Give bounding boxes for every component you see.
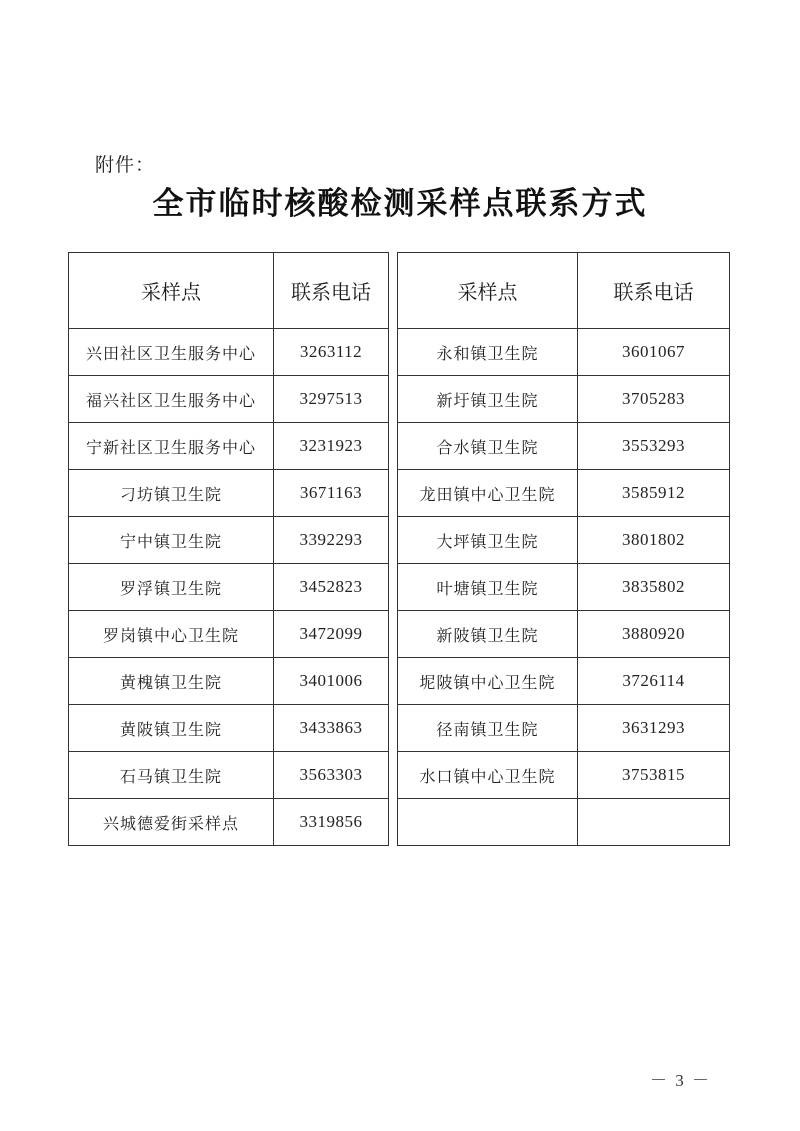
site-name: 坭陂镇中心卫生院 <box>398 658 578 705</box>
table-row <box>398 564 730 611</box>
table-row <box>398 517 730 564</box>
phone-number: 3392293 <box>274 517 389 564</box>
phone-number <box>578 799 730 846</box>
site-name: 龙田镇中心卫生院 <box>398 470 578 517</box>
header-phone: 联系电话 <box>578 253 730 329</box>
table-row-empty <box>398 799 730 846</box>
site-name: 兴田社区卫生服务中心 <box>69 329 274 376</box>
phone-number: 3835802 <box>578 564 730 611</box>
table-row <box>398 329 730 376</box>
header-site: 采样点 <box>398 253 578 329</box>
header-site: 采样点 <box>69 253 274 329</box>
site-name: 宁新社区卫生服务中心 <box>69 423 274 470</box>
table-row <box>69 329 389 376</box>
phone-number: 3263112 <box>274 329 389 376</box>
site-name: 罗浮镇卫生院 <box>69 564 274 611</box>
table-row <box>69 423 389 470</box>
site-name: 兴城德爱街采样点 <box>69 799 274 846</box>
phone-number: 3452823 <box>274 564 389 611</box>
table-row <box>398 611 730 658</box>
table-row <box>398 423 730 470</box>
right-contact-table <box>397 252 730 846</box>
site-name: 黄陂镇卫生院 <box>69 705 274 752</box>
attachment-label: 附件： <box>95 154 156 176</box>
site-name: 罗岗镇中心卫生院 <box>69 611 274 658</box>
table-row <box>69 658 389 705</box>
phone-number: 3705283 <box>578 376 730 423</box>
site-name: 永和镇卫生院 <box>398 329 578 376</box>
phone-number: 3472099 <box>274 611 389 658</box>
phone-number: 3601067 <box>578 329 730 376</box>
site-name: 大坪镇卫生院 <box>398 517 578 564</box>
site-name: 径南镇卫生院 <box>398 705 578 752</box>
site-name: 黄槐镇卫生院 <box>69 658 274 705</box>
phone-number: 3801802 <box>578 517 730 564</box>
header-phone: 联系电话 <box>274 253 389 329</box>
table-row <box>398 658 730 705</box>
left-contact-table <box>68 252 389 846</box>
table-row <box>398 705 730 752</box>
phone-number: 3631293 <box>578 705 730 752</box>
table-row <box>69 705 389 752</box>
site-name: 合水镇卫生院 <box>398 423 578 470</box>
table-row <box>398 752 730 799</box>
phone-number: 3297513 <box>274 376 389 423</box>
table-header-row <box>69 253 389 329</box>
phone-number: 3231923 <box>274 423 389 470</box>
phone-number: 3880920 <box>578 611 730 658</box>
phone-number: 3726114 <box>578 658 730 705</box>
table-row <box>69 611 389 658</box>
table-row <box>69 752 389 799</box>
page-number: － 3 － <box>650 1071 711 1090</box>
table-row <box>398 470 730 517</box>
site-name <box>398 799 578 846</box>
page-title: 全市临时核酸检测采样点联系方式 <box>152 186 648 222</box>
table-row <box>69 470 389 517</box>
phone-number: 3563303 <box>274 752 389 799</box>
table-row <box>398 376 730 423</box>
site-name: 刁坊镇卫生院 <box>69 470 274 517</box>
site-name: 水口镇中心卫生院 <box>398 752 578 799</box>
site-name: 新陂镇卫生院 <box>398 611 578 658</box>
phone-number: 3319856 <box>274 799 389 846</box>
table-header-row <box>398 253 730 329</box>
table-row <box>69 564 389 611</box>
site-name: 福兴社区卫生服务中心 <box>69 376 274 423</box>
phone-number: 3433863 <box>274 705 389 752</box>
phone-number: 3585912 <box>578 470 730 517</box>
phone-number: 3553293 <box>578 423 730 470</box>
phone-number: 3753815 <box>578 752 730 799</box>
site-name: 新圩镇卫生院 <box>398 376 578 423</box>
table-row <box>69 799 389 846</box>
phone-number: 3671163 <box>274 470 389 517</box>
site-name: 叶塘镇卫生院 <box>398 564 578 611</box>
phone-number: 3401006 <box>274 658 389 705</box>
site-name: 石马镇卫生院 <box>69 752 274 799</box>
table-row <box>69 376 389 423</box>
site-name: 宁中镇卫生院 <box>69 517 274 564</box>
table-row <box>69 517 389 564</box>
